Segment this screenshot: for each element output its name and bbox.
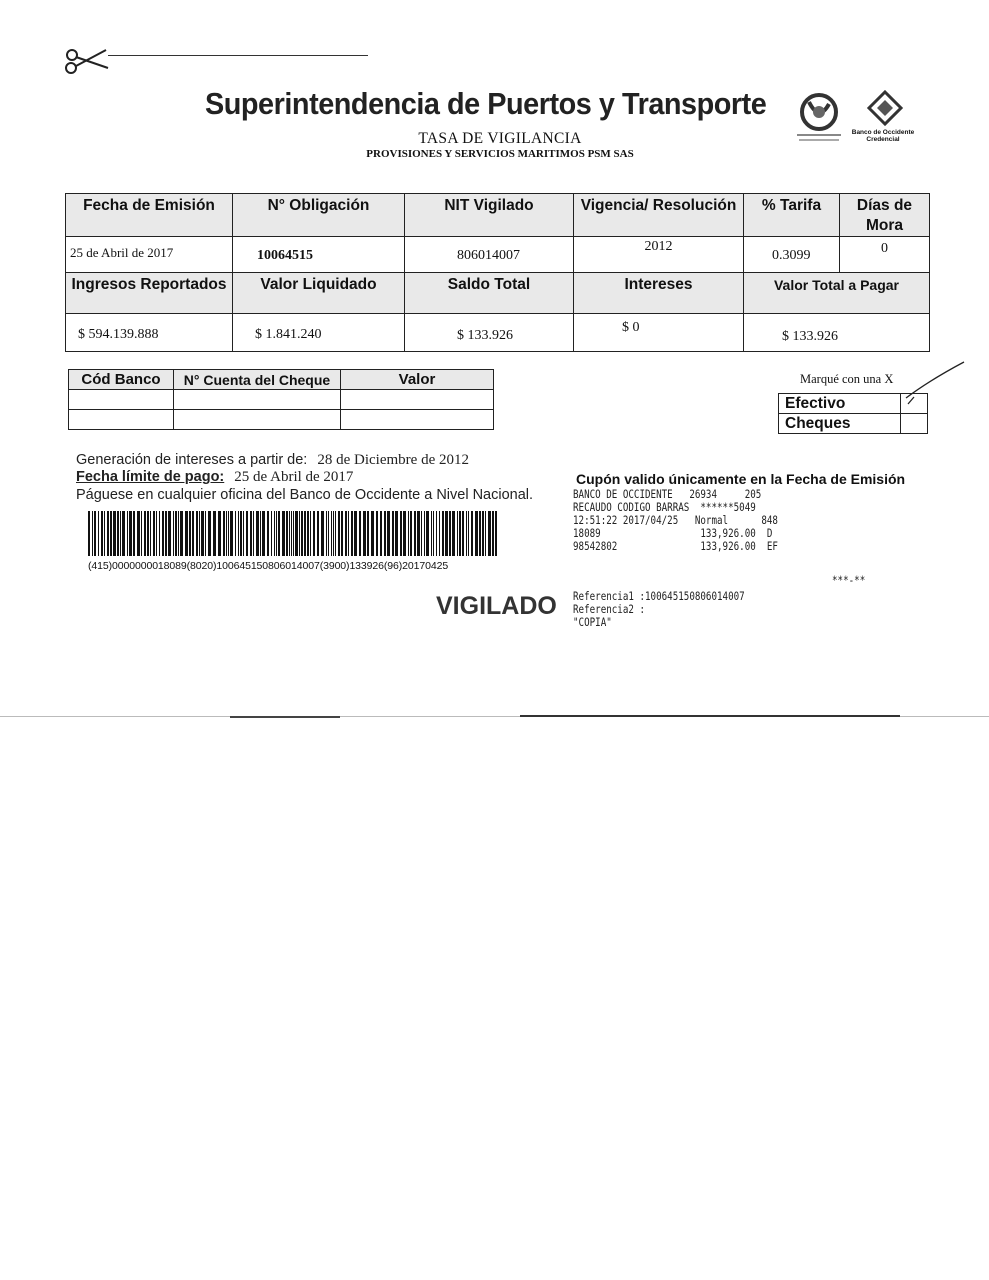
barcode-bar	[110, 511, 112, 556]
barcode-bar	[153, 511, 155, 556]
cheque-table	[68, 369, 494, 430]
value-fecha-emision: 25 de Abril de 2017	[66, 237, 233, 273]
cell-valor[interactable]	[341, 410, 494, 430]
barcode-bar	[424, 511, 425, 556]
barcode-bar	[331, 511, 332, 556]
barcode-bar	[304, 511, 306, 556]
barcode-bar	[351, 511, 353, 556]
barcode-bar	[439, 511, 440, 556]
barcode-bar	[354, 511, 357, 556]
value-tarifa: 0.3099	[744, 237, 840, 273]
barcode-bar	[371, 511, 374, 556]
barcode-bar	[335, 511, 336, 556]
barcode-bar	[127, 511, 128, 556]
barcode-bar	[156, 511, 157, 556]
barcode-bar	[208, 511, 211, 556]
barcode-bar	[449, 511, 451, 556]
barcode-bar	[417, 511, 420, 556]
copy-label: "COPIA"	[573, 615, 612, 629]
barcode-bar	[410, 511, 412, 556]
value-valor-liquidado: $ 1.841.240	[233, 314, 405, 352]
reference-2: Referencia2 :	[573, 602, 646, 616]
barcode-bar	[338, 511, 340, 556]
interest-generation-date: 28 de Diciembre de 2012	[317, 452, 469, 468]
barcode-bar	[348, 511, 349, 556]
receipt-line: BANCO DE OCCIDENTE 26934 205	[573, 487, 762, 501]
barcode-bar	[363, 511, 366, 556]
barcode-bar	[120, 511, 121, 556]
barcode-bar	[392, 511, 394, 556]
payment-option-efectivo: Efectivo	[779, 394, 901, 414]
barcode-bar	[192, 511, 194, 556]
barcode-bar	[400, 511, 402, 556]
barcode-bar	[488, 511, 491, 556]
barcode-bar	[345, 511, 347, 556]
barcode-bar	[213, 511, 216, 556]
barcode-bar	[223, 511, 225, 556]
barcode-bar	[168, 511, 171, 556]
value-numero-obligacion: 10064515	[233, 237, 405, 273]
barcode-bar	[175, 511, 177, 556]
barcode-bar	[117, 511, 119, 556]
barcode-bar	[88, 511, 90, 556]
barcode-bar	[189, 511, 191, 556]
value-ingresos-reportados: $ 594.139.888	[66, 314, 233, 352]
barcode	[88, 511, 500, 556]
barcode-bar	[282, 511, 285, 556]
document-subtitle: TASA DE VIGILANCIA	[418, 130, 582, 147]
barcode-bar	[104, 511, 105, 556]
barcode-bar	[457, 511, 458, 556]
barcode-bar	[384, 511, 386, 556]
barcode-bar	[289, 511, 290, 556]
efectivo-checkbox[interactable]	[901, 394, 928, 414]
value-intereses: $ 0	[574, 314, 744, 352]
barcode-bar	[240, 511, 242, 556]
barcode-bar	[144, 511, 146, 556]
barcode-bar	[421, 511, 422, 556]
barcode-bar	[485, 511, 486, 556]
barcode-bar	[180, 511, 183, 556]
header-vigencia-resolucion: Vigencia/ Resolución	[574, 194, 744, 237]
header-cod-banco: Cód Banco	[69, 370, 174, 390]
barcode-bar	[150, 511, 151, 556]
barcode-bar	[262, 511, 265, 556]
value-dias-mora: 0	[840, 237, 930, 273]
barcode-bar	[301, 511, 303, 556]
receipt-line: 98542802 133,926.00 EF	[573, 539, 778, 553]
barcode-bar	[274, 511, 275, 556]
barcode-bar	[250, 511, 252, 556]
barcode-bar	[468, 511, 469, 556]
header-valor: Valor	[341, 370, 494, 390]
value-saldo-total: $ 133.926	[405, 314, 574, 352]
barcode-bar	[246, 511, 248, 556]
barcode-bar	[414, 511, 416, 556]
cell-cuenta-cheque[interactable]	[174, 410, 341, 430]
cut-line	[108, 55, 368, 56]
header-valor-liquidado: Valor Liquidado	[233, 273, 405, 314]
barcode-bar	[235, 511, 236, 556]
barcode-bar	[92, 511, 93, 556]
barcode-bar	[137, 511, 140, 556]
barcode-bar	[328, 511, 329, 556]
barcode-bar	[380, 511, 382, 556]
barcode-bar	[253, 511, 254, 556]
barcode-bar	[462, 511, 464, 556]
payable-note: Páguese en cualquier oficina del Banco de Occidente a Nivel Nacional.	[76, 487, 534, 503]
barcode-bar	[313, 511, 315, 556]
barcode-bar	[376, 511, 378, 556]
barcode-bar	[267, 511, 269, 556]
barcode-bar	[359, 511, 361, 556]
page-title: Superintendencia de Puertos y Transporte	[205, 86, 767, 121]
barcode-bar	[310, 511, 311, 556]
value-vigencia: 2012	[574, 237, 744, 273]
payment-deadline	[76, 469, 353, 486]
summary-table	[65, 193, 930, 352]
barcode-bar	[387, 511, 390, 556]
barcode-bar	[442, 511, 444, 556]
header-numero-obligacion: N° Obligación	[233, 194, 405, 237]
payment-deadline-date: 25 de Abril de 2017	[234, 469, 354, 485]
barcode-bar	[230, 511, 233, 556]
cell-cuenta-cheque[interactable]	[174, 390, 341, 410]
barcode-bar	[133, 511, 135, 556]
barcode-bar	[141, 511, 142, 556]
barcode-bar	[107, 511, 109, 556]
barcode-bar	[299, 511, 300, 556]
barcode-bar	[256, 511, 259, 556]
header-valor-total-pagar: Valor Total a Pagar	[744, 273, 930, 314]
receipt-stars: ***-**	[832, 573, 866, 587]
header-nit-vigilado: NIT Vigilado	[405, 194, 574, 237]
header-cuenta-cheque: N° Cuenta del Cheque	[174, 370, 341, 390]
value-valor-total-pagar: $ 133.926	[744, 314, 930, 352]
cell-valor[interactable]	[341, 390, 494, 410]
cell-cod-banco[interactable]	[69, 410, 174, 430]
scissors-icon	[62, 44, 112, 78]
banco-occidente-logo-icon	[845, 90, 925, 126]
barcode-bar	[113, 511, 116, 556]
barcode-bar	[471, 511, 473, 556]
receipt-line: RECAUDO CODIGO BARRAS ******5049	[573, 500, 756, 514]
barcode-bar	[276, 511, 277, 556]
barcode-bar	[395, 511, 398, 556]
barcode-bar	[341, 511, 343, 556]
barcode-bar	[333, 511, 334, 556]
barcode-bar	[403, 511, 406, 556]
barcode-bar	[479, 511, 481, 556]
vigilado-stamp: VIGILADO	[436, 592, 557, 620]
header-tarifa: % Tarifa	[744, 194, 840, 237]
barcode-bar	[459, 511, 461, 556]
barcode-bar	[201, 511, 204, 556]
barcode-bar	[162, 511, 164, 556]
receipt-line: 18089 133,926.00 D	[573, 526, 773, 540]
barcode-bar	[205, 511, 206, 556]
header-intereses: Intereses	[574, 273, 744, 314]
barcode-bar	[293, 511, 294, 556]
barcode-bar	[94, 511, 96, 556]
receipt-line: 12:51:22 2017/04/25 Normal 848	[573, 513, 778, 527]
fold-line	[0, 715, 989, 718]
barcode-bar	[295, 511, 298, 556]
payment-option-cheques: Cheques	[779, 414, 901, 434]
barcode-bar	[475, 511, 478, 556]
barcode-bar	[228, 511, 229, 556]
bank-logo-text: Banco de Occidente Credencial	[851, 129, 915, 143]
barcode-bar	[291, 511, 292, 556]
barcode-bar	[436, 511, 437, 556]
barcode-bar	[98, 511, 99, 556]
barcode-bar	[196, 511, 198, 556]
barcode-bar	[199, 511, 200, 556]
cell-cod-banco[interactable]	[69, 390, 174, 410]
header-saldo-total: Saldo Total	[405, 273, 574, 314]
barcode-bar	[426, 511, 429, 556]
header-ingresos-reportados: Ingresos Reportados	[66, 273, 233, 314]
barcode-bar	[101, 511, 103, 556]
barcode-bar	[278, 511, 280, 556]
barcode-bar	[129, 511, 132, 556]
barcode-bar	[452, 511, 455, 556]
reference-1: Referencia1 :100645150806014007	[573, 589, 745, 603]
coupon-title: Cupón valido únicamente en la Fecha de Emisión	[576, 471, 906, 487]
interest-generation	[76, 452, 469, 469]
barcode-bar	[147, 511, 149, 556]
payment-deadline-label: Fecha límite de pago:	[76, 469, 225, 485]
barcode-bar	[226, 511, 227, 556]
barcode-bar	[433, 511, 434, 556]
interest-generation-label: Generación de intereses a partir de:	[76, 452, 308, 468]
barcode-bar	[122, 511, 125, 556]
barcode-bar	[173, 511, 174, 556]
value-nit-vigilado: 806014007	[405, 237, 574, 273]
barcode-bar	[260, 511, 261, 556]
barcode-bar	[466, 511, 467, 556]
mark-label: Marqué con una X	[800, 372, 894, 386]
barcode-bar	[445, 511, 448, 556]
barcode-bar	[326, 511, 327, 556]
barcode-bar	[482, 511, 484, 556]
barcode-bar	[286, 511, 288, 556]
company-name: PROVISIONES Y SERVICIOS MARITIMOS PSM SAS	[366, 148, 634, 160]
header-fecha-emision: Fecha de Emisión	[66, 194, 233, 237]
barcode-bar	[408, 511, 409, 556]
barcode-bar	[178, 511, 179, 556]
header-dias-mora: Días de Mora	[840, 194, 930, 237]
barcode-bar	[185, 511, 188, 556]
barcode-text: (415)0000000018089(8020)100645150806014007(3900)133926(96)20170425	[88, 560, 449, 572]
barcode-bar	[218, 511, 221, 556]
cheques-checkbox[interactable]	[901, 414, 928, 434]
barcode-bar	[238, 511, 239, 556]
barcode-bar	[307, 511, 309, 556]
barcode-bar	[271, 511, 272, 556]
barcode-bar	[159, 511, 160, 556]
barcode-bar	[321, 511, 324, 556]
barcode-bar	[243, 511, 244, 556]
barcode-bar	[492, 511, 494, 556]
barcode-bar	[317, 511, 319, 556]
barcode-bar	[165, 511, 167, 556]
payment-method-table	[778, 393, 928, 434]
barcode-bar	[495, 511, 497, 556]
barcode-bar	[431, 511, 432, 556]
barcode-bar	[367, 511, 369, 556]
